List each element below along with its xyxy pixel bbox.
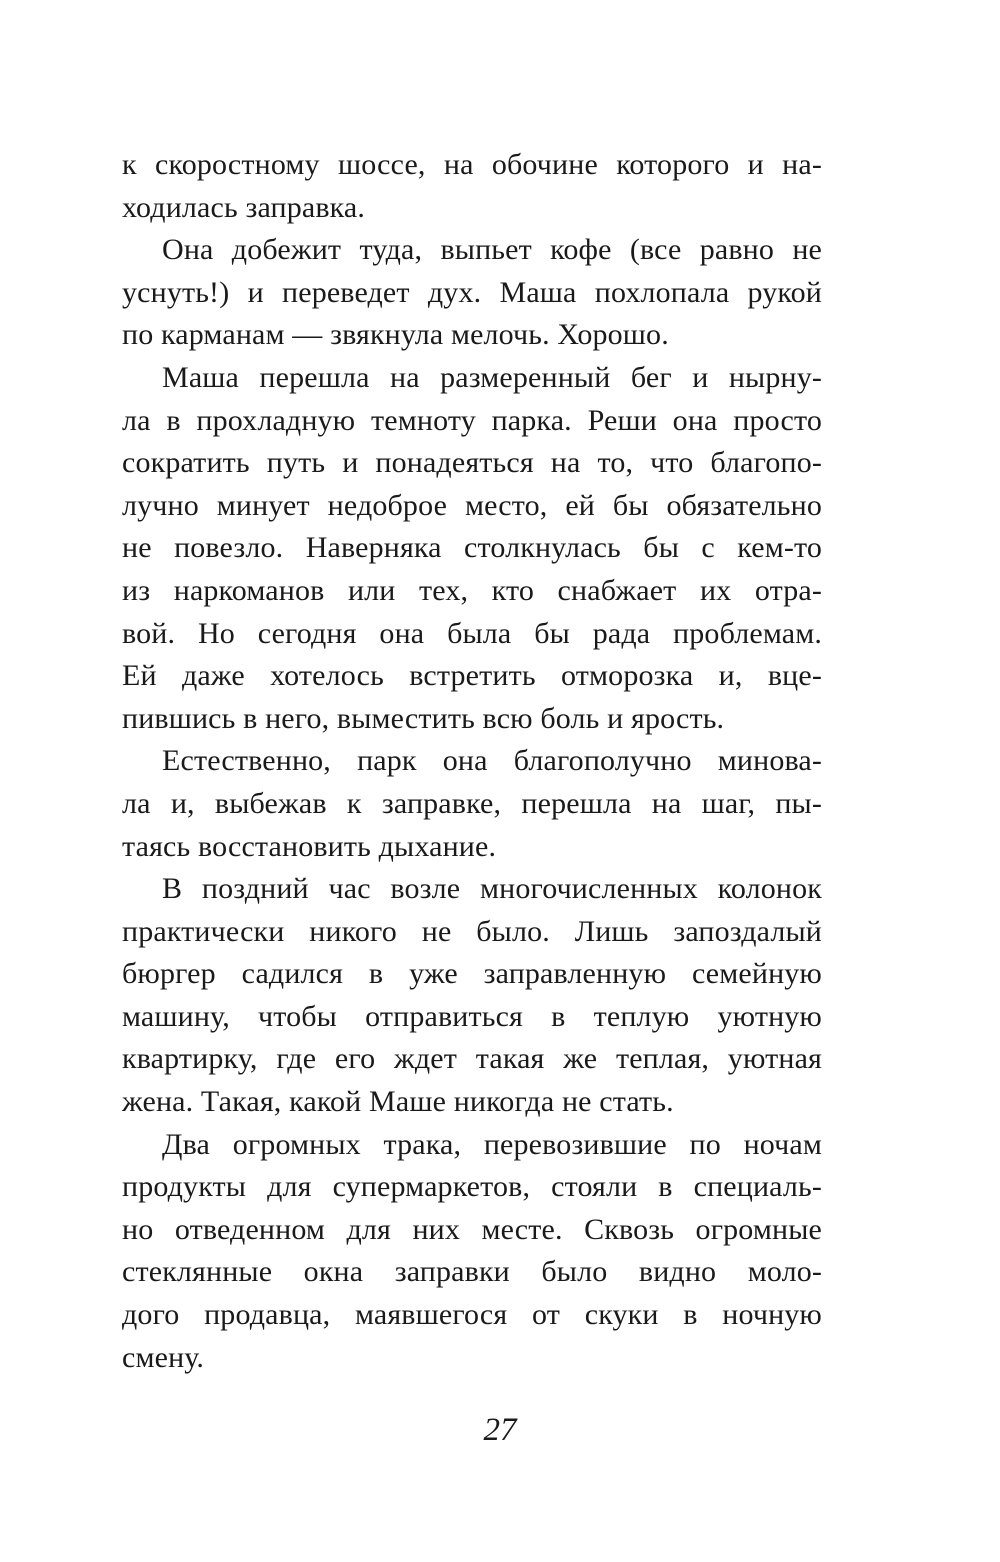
text-line: стеклянные окна заправки было видно моло- xyxy=(122,1255,822,1289)
text-line: Ей даже хотелось встретить отморозка и, вце- xyxy=(122,659,822,693)
text-line: уснуть!) и переведет дух. Маша похлопала рукой xyxy=(122,275,822,309)
text-line: пившись в него, выместить всю боль и ярость. xyxy=(122,701,725,735)
text-line: продукты для супермаркетов, стояли в специаль- xyxy=(122,1170,822,1204)
text-line: дого продавца, маявшегося от скуки в ночную xyxy=(122,1298,822,1332)
text-line: бюргер садился в уже заправленную семейную xyxy=(122,957,822,991)
text-line: по карманам — звякнула мелочь. Хорошо. xyxy=(122,318,669,352)
text-line: к скоростному шоссе, на обочине которого и на- xyxy=(122,148,822,181)
text-line: Она добежит туда, выпьет кофе (все равно не xyxy=(162,233,822,267)
text-line: машину, чтобы отправиться в теплую уютную xyxy=(122,999,822,1033)
text-line: ла и, выбежав к заправке, перешла на шаг, пы- xyxy=(122,786,822,820)
text-line: практически никого не было. Лишь запоздалый xyxy=(122,914,822,948)
text-line: но отведенном для них месте. Сквозь огромные xyxy=(122,1212,822,1246)
text-line: не повезло. Наверняка столкнулась бы с кем-то xyxy=(122,531,822,565)
text-line: вой. Но сегодня она была бы рада проблемам. xyxy=(122,616,822,650)
text-line: Два огромных трака, перевозившие по ночам xyxy=(162,1127,822,1161)
text-line: из наркоманов или тех, кто снабжает их отра- xyxy=(122,573,822,607)
text-line: лучно минует недоброе место, ей бы обязательно xyxy=(122,488,822,522)
text-line: таясь восстановить дыхание. xyxy=(122,829,497,863)
body-text xyxy=(122,144,822,1379)
text-line: В поздний час возле многочисленных колонок xyxy=(162,872,822,906)
text-line: сократить путь и понадеяться на то, что благопо- xyxy=(122,446,822,480)
text-line: жена. Такая, какой Маше никогда не стать. xyxy=(122,1085,674,1119)
text-line: ла в прохладную темноту парка. Реши она просто xyxy=(122,403,822,437)
text-line: ходилась заправка. xyxy=(122,190,366,224)
text-line: Маша перешла на размеренный бег и нырну- xyxy=(162,360,822,394)
text-line: смену. xyxy=(122,1340,205,1374)
text-line: квартирку, где его ждет такая же теплая, уютная xyxy=(122,1042,822,1076)
page-number: 27 xyxy=(483,1412,517,1448)
text-line: Естественно, парк она благополучно минова- xyxy=(162,744,822,778)
